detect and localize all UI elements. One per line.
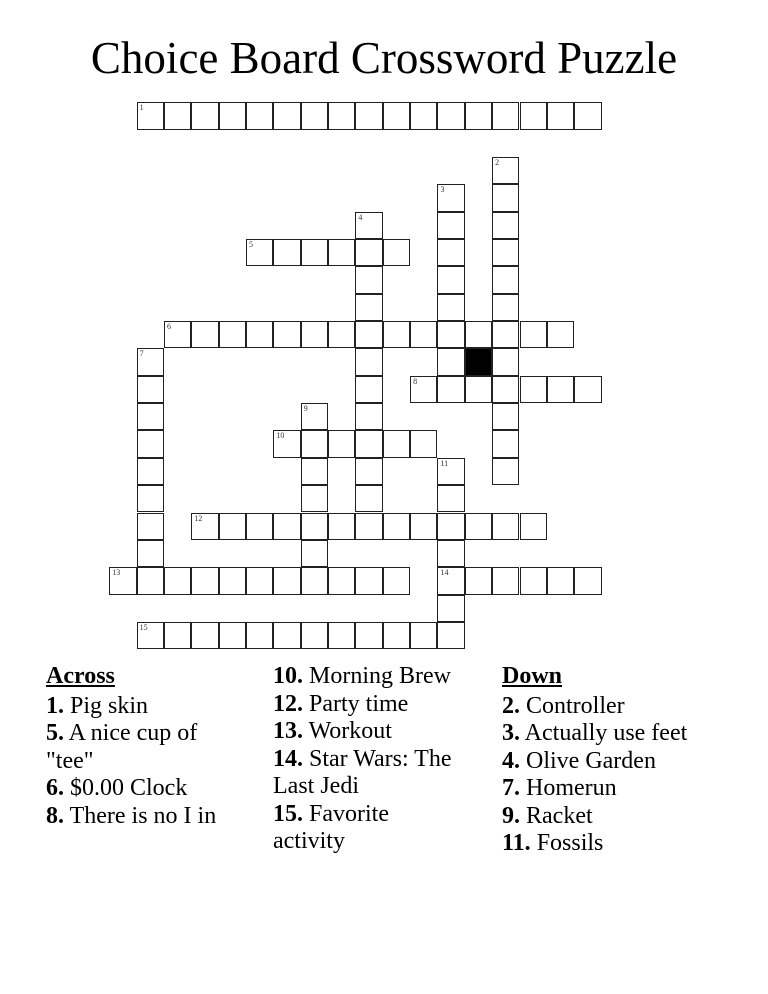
crossword-cell[interactable] [355,212,382,239]
crossword-cell[interactable] [137,403,164,430]
crossword-cell[interactable] [137,376,164,403]
clue-number: 12. [273,690,303,717]
crossword-cell[interactable] [246,102,273,129]
crossword-cell[interactable] [355,567,382,594]
cell-number: 6 [166,322,171,332]
black-cell [465,348,492,375]
crossword-cell[interactable] [465,567,492,594]
crossword-cell[interactable] [574,102,601,129]
crossword-cell[interactable] [437,485,464,512]
crossword-cell[interactable] [492,567,519,594]
cell-number: 14 [440,568,449,578]
crossword-cell[interactable] [492,184,519,211]
crossword-cell[interactable] [219,622,246,649]
crossword-cell[interactable] [301,513,328,540]
crossword-cell[interactable] [301,321,328,348]
crossword-cell[interactable] [437,348,464,375]
cell-number: 7 [139,349,144,359]
clue-across-14 [273,746,463,801]
crossword-cell[interactable] [219,567,246,594]
clue-number: 14. [273,745,303,772]
crossword-cell[interactable] [492,266,519,293]
page-title: Choice Board Crossword Puzzle [90,33,678,83]
crossword-cell[interactable] [273,102,300,129]
crossword-cell[interactable] [492,376,519,403]
clue-number: 9. [502,802,520,829]
crossword-cell[interactable] [301,458,328,485]
clue-text: Pig skin [64,692,149,719]
clue-number: 5. [46,720,64,746]
crossword-cell[interactable] [383,321,410,348]
crossword-cell[interactable] [355,348,382,375]
crossword-cell[interactable] [574,567,601,594]
crossword-cell[interactable] [191,102,218,129]
crossword-cell[interactable] [273,567,300,594]
cell-number: 11 [440,458,449,468]
crossword-cell[interactable] [492,294,519,321]
clues-across-column-2 [273,663,463,856]
crossword-cell[interactable] [492,102,519,129]
cell-number: 1 [139,103,144,113]
clue-down-4 [502,748,702,776]
cell-number: 13 [112,568,121,578]
crossword-cell[interactable] [492,458,519,485]
cell-number: 4 [358,212,363,222]
crossword-cell[interactable] [355,266,382,293]
crossword-cell[interactable] [273,321,300,348]
crossword-cell[interactable] [355,321,382,348]
crossword-cell[interactable] [492,212,519,239]
crossword-cell[interactable] [520,376,547,403]
clue-down-9 [502,803,702,831]
clue-text: A nice cup of "tee" [46,720,198,774]
clue-text: Racket [520,802,593,829]
crossword-cell[interactable] [137,102,164,129]
crossword-cell[interactable] [437,212,464,239]
crossword-cell[interactable] [137,348,164,375]
clue-text: Olive Garden [520,747,656,774]
clue-text: $0.00 Clock [64,775,188,801]
clue-number: 1. [46,692,64,719]
crossword-cell[interactable] [547,102,574,129]
crossword-cell[interactable] [383,622,410,649]
crossword-cell[interactable] [465,321,492,348]
clue-number: 3. [502,720,520,746]
crossword-cell[interactable] [410,622,437,649]
crossword-cell[interactable] [328,430,355,457]
clue-across-15 [273,801,463,856]
clue-number: 7. [502,775,520,801]
crossword-cell[interactable] [355,430,382,457]
clue-text: Actually use feet [520,720,688,746]
crossword-cell[interactable] [246,622,273,649]
clue-across-1 [46,693,246,721]
crossword-cell[interactable] [273,622,300,649]
crossword-cell[interactable] [520,321,547,348]
crossword-cell[interactable] [383,567,410,594]
crossword-cell[interactable] [437,102,464,129]
crossword-cell[interactable] [137,485,164,512]
crossword-cell[interactable] [273,239,300,266]
cell-number: 15 [139,622,148,632]
cell-number: 8 [413,376,418,386]
down-heading: Down [502,663,563,689]
crossword-cell[interactable] [465,376,492,403]
crossword-cell[interactable] [355,622,382,649]
crossword-cell[interactable] [437,595,464,622]
clue-down-11 [502,830,702,858]
clue-text: Workout [303,718,392,744]
crossword-cell[interactable] [191,567,218,594]
crossword-cell[interactable] [109,567,136,594]
cell-number: 3 [440,185,445,195]
crossword-cell[interactable] [520,567,547,594]
crossword-cell[interactable] [383,239,410,266]
crossword-cell[interactable] [273,430,300,457]
crossword-cell[interactable] [191,622,218,649]
crossword-cell[interactable] [383,430,410,457]
crossword-cell[interactable] [301,622,328,649]
crossword-cell[interactable] [301,567,328,594]
crossword-cell[interactable] [410,513,437,540]
crossword-cell[interactable] [492,430,519,457]
crossword-cell[interactable] [137,430,164,457]
clue-text: Homerun [520,775,617,801]
clue-text: Morning Brew [303,663,451,689]
clue-number: 13. [273,718,303,744]
clue-number: 15. [273,800,303,827]
clue-across-8 [46,803,246,831]
crossword-cell[interactable] [164,567,191,594]
clue-number: 6. [46,775,64,801]
crossword-cell[interactable] [492,513,519,540]
crossword-cell[interactable] [410,430,437,457]
crossword-cell[interactable] [437,376,464,403]
crossword-cell[interactable] [437,513,464,540]
crossword-cell[interactable] [137,540,164,567]
clue-text: Star Wars: The Last Jedi [273,745,452,799]
crossword-cell[interactable] [137,458,164,485]
crossword-cell[interactable] [547,376,574,403]
crossword-cell[interactable] [164,622,191,649]
clue-down-3 [502,720,702,748]
clue-across-6 [46,775,246,803]
crossword-cell[interactable] [301,403,328,430]
clue-across-5 [46,720,246,775]
clue-down-7 [502,775,702,803]
crossword-cell[interactable] [301,430,328,457]
crossword-cell[interactable] [137,567,164,594]
crossword-cell[interactable] [492,348,519,375]
crossword-cell[interactable] [301,239,328,266]
crossword-cell[interactable] [437,567,464,594]
crossword-cell[interactable] [246,239,273,266]
crossword-cell[interactable] [355,403,382,430]
crossword-cell[interactable] [492,403,519,430]
crossword-cell[interactable] [164,102,191,129]
clue-number: 8. [46,802,64,829]
crossword-cell[interactable] [520,102,547,129]
crossword-cell[interactable] [137,513,164,540]
crossword-cell[interactable] [355,513,382,540]
crossword-cell[interactable] [273,513,300,540]
crossword-cell[interactable] [219,513,246,540]
crossword-cell[interactable] [383,513,410,540]
crossword-cell[interactable] [328,321,355,348]
crossword-cell[interactable] [574,376,601,403]
crossword-cell[interactable] [437,294,464,321]
clue-text: Controller [520,692,625,719]
crossword-cell[interactable] [437,266,464,293]
crossword-cell[interactable] [328,513,355,540]
clue-across-13 [273,718,463,746]
crossword-cell[interactable] [328,239,355,266]
clue-text: Favorite activity [273,800,389,854]
crossword-cell[interactable] [246,567,273,594]
crossword-cell[interactable] [246,513,273,540]
crossword-cell[interactable] [437,321,464,348]
crossword-cell[interactable] [547,567,574,594]
clue-number: 11. [502,830,531,856]
crossword-cell[interactable] [137,622,164,649]
crossword-cell[interactable] [492,157,519,184]
crossword-cell[interactable] [355,102,382,129]
crossword-cell[interactable] [465,102,492,129]
clue-number: 4. [502,747,520,774]
crossword-cell[interactable] [437,239,464,266]
crossword-cell[interactable] [383,102,410,129]
clue-across-12 [273,691,463,719]
crossword-cell[interactable] [191,513,218,540]
crossword-cell[interactable] [410,376,437,403]
crossword-cell[interactable] [437,540,464,567]
crossword-cell[interactable] [410,321,437,348]
crossword-cell[interactable] [547,321,574,348]
crossword-cell[interactable] [437,622,464,649]
cell-number: 10 [276,431,285,441]
crossword-cell[interactable] [465,513,492,540]
clues-down-column [502,663,702,858]
clue-number: 2. [502,692,520,719]
clue-text: Party time [303,690,409,717]
crossword-cell[interactable] [328,102,355,129]
clue-text: Fossils [530,830,604,856]
crossword-cell[interactable] [520,513,547,540]
crossword-cell[interactable] [492,321,519,348]
crossword-cell[interactable] [301,540,328,567]
crossword-cell[interactable] [301,485,328,512]
cell-number: 9 [303,404,308,414]
clue-text: There is no I in [64,802,217,829]
cell-number: 2 [495,157,500,167]
crossword-cell[interactable] [219,102,246,129]
crossword-cell[interactable] [328,567,355,594]
cell-number: 12 [194,513,203,523]
crossword-cell[interactable] [410,102,437,129]
crossword-cell[interactable] [355,239,382,266]
clues-across-column-1 [46,663,246,830]
across-heading: Across [46,663,115,689]
clue-number: 10. [273,663,303,689]
crossword-cell[interactable] [355,458,382,485]
crossword-cell[interactable] [355,294,382,321]
crossword-cell[interactable] [437,458,464,485]
clue-across-10 [273,663,463,691]
cell-number: 5 [249,240,253,249]
crossword-cell[interactable] [355,485,382,512]
crossword-cell[interactable] [492,239,519,266]
crossword-cell[interactable] [328,622,355,649]
crossword-cell[interactable] [301,102,328,129]
crossword-cell[interactable] [219,321,246,348]
crossword-cell[interactable] [246,321,273,348]
crossword-cell[interactable] [437,184,464,211]
clue-down-2 [502,693,702,721]
crossword-cell[interactable] [191,321,218,348]
crossword-cell[interactable] [164,321,191,348]
crossword-cell[interactable] [355,376,382,403]
